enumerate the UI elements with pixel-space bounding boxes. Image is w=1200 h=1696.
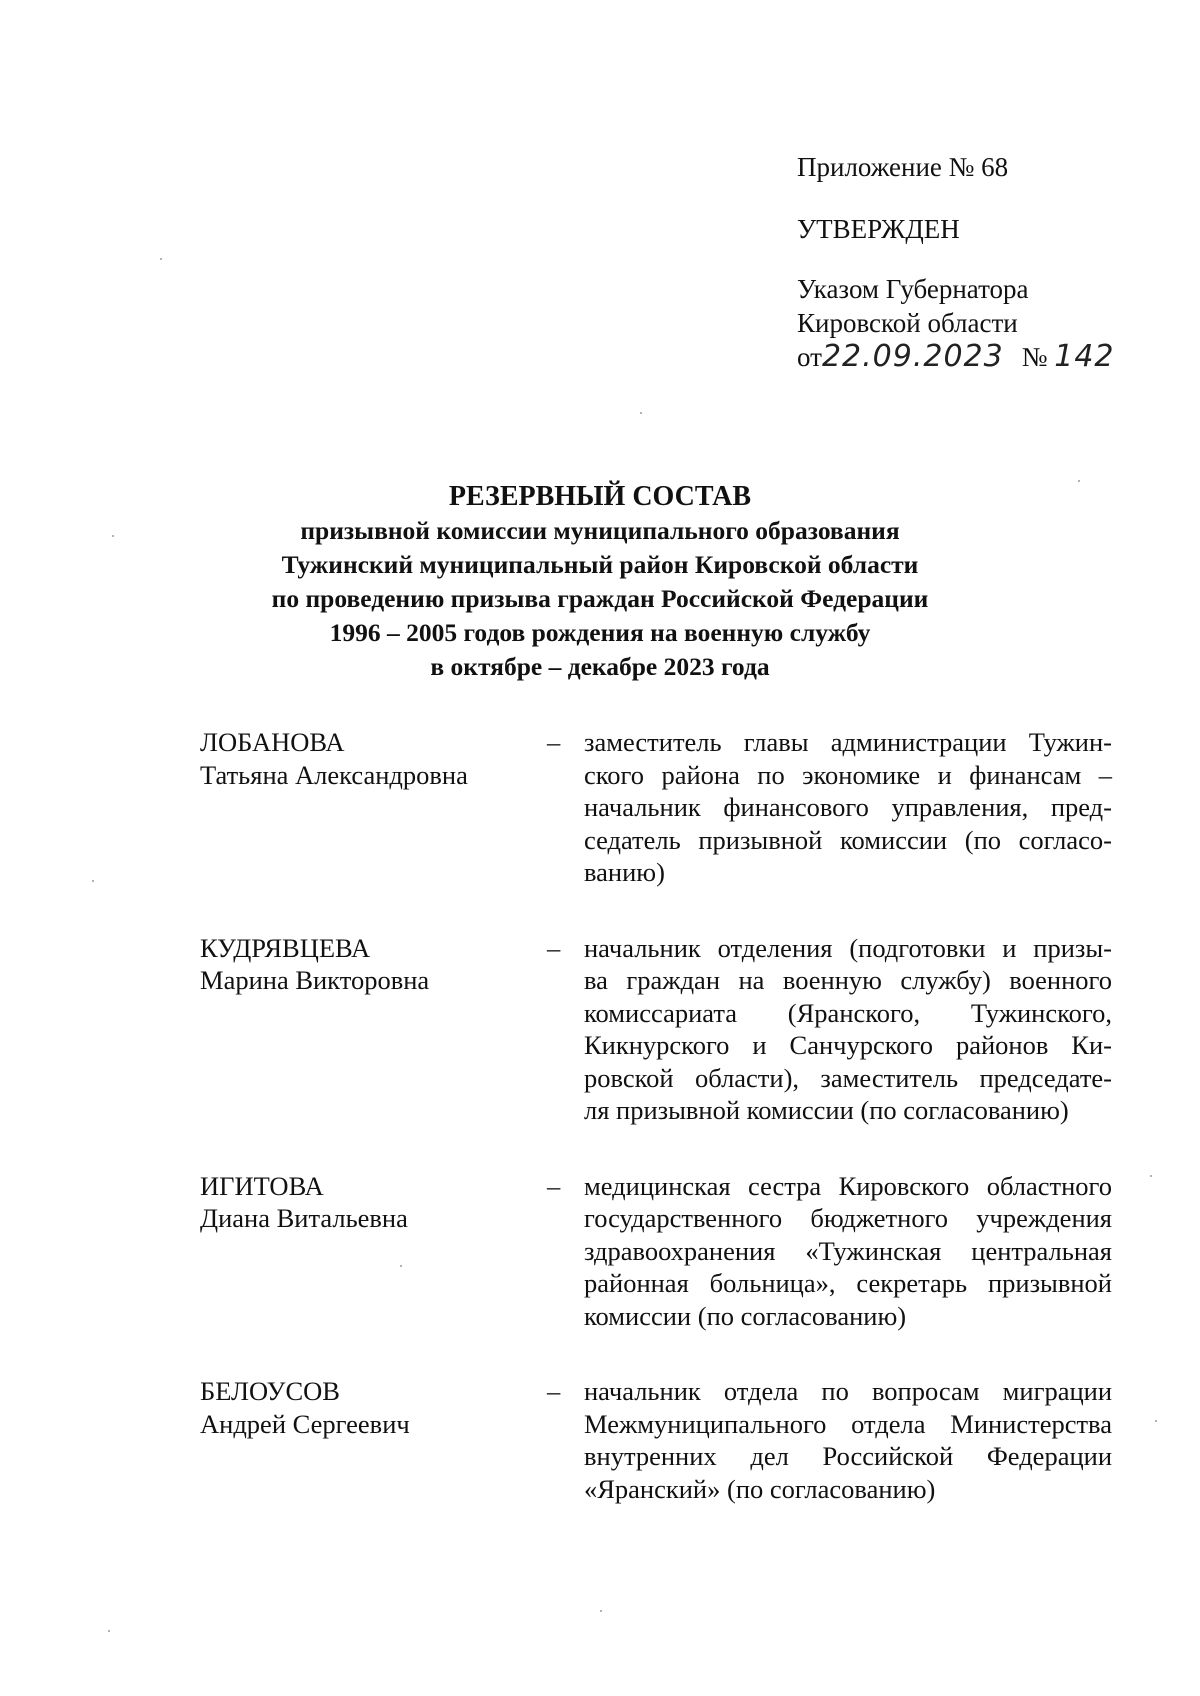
approved-stamp-text: УТВЕРЖДЕН xyxy=(797,214,960,244)
member-given-names: Диана Витальевна xyxy=(200,1203,408,1233)
role-line: начальник финансового управления, пред- xyxy=(584,792,1112,822)
scan-speck xyxy=(112,535,114,537)
scan-speck xyxy=(160,258,162,260)
member-surname: КУДРЯВЦЕВА xyxy=(200,932,371,963)
scan-speck xyxy=(400,1265,402,1267)
scan-speck xyxy=(92,880,94,882)
member-role xyxy=(584,1170,1112,1333)
member-name xyxy=(200,1375,545,1505)
date-prefix: от xyxy=(797,342,822,372)
document-title xyxy=(180,480,1020,684)
role-line: ванию) xyxy=(584,857,665,887)
role-line: начальник отдела по вопросам миграции xyxy=(584,1376,1112,1406)
member-row xyxy=(200,932,1115,1127)
scan-speck xyxy=(600,1610,602,1612)
member-row xyxy=(200,726,1115,889)
title-line: в октябре – декабре 2023 года xyxy=(430,652,770,681)
approval-block xyxy=(797,150,1127,374)
appendix-number: Приложение № 68 xyxy=(797,152,1009,182)
member-given-names: Марина Викторовна xyxy=(200,965,430,995)
role-line: ского района по экономике и финансам – xyxy=(584,759,1112,790)
member-dash: – xyxy=(547,727,561,757)
role-line: здравоохранения «Тужинская центральная xyxy=(584,1235,1112,1266)
scan-speck xyxy=(1078,480,1080,482)
decree-line-1: Указом Губернатора xyxy=(797,274,1029,304)
member-name xyxy=(200,726,545,889)
member-surname: БЕЛОУСОВ xyxy=(200,1376,340,1406)
member-role xyxy=(584,726,1112,889)
member-role xyxy=(584,932,1112,1127)
scan-speck xyxy=(640,412,642,414)
member-name xyxy=(200,1170,545,1333)
number-prefix: № xyxy=(1021,342,1048,372)
scan-speck xyxy=(1150,1175,1152,1177)
role-line: начальник отделения (подготовки и призы- xyxy=(584,932,1112,963)
member-dash: – xyxy=(547,1376,561,1406)
member-surname: ЛОБАНОВА xyxy=(200,727,345,757)
role-line: медицинская сестра Кировского областного xyxy=(584,1170,1112,1201)
role-line: седатель призывной комиссии (по согласо- xyxy=(584,824,1112,855)
role-line: комиссариата (Яранского, Тужинского, xyxy=(584,997,1112,1028)
member-given-names: Татьяна Александровна xyxy=(200,759,468,790)
decree-line-2: Кировской области xyxy=(797,308,1018,338)
role-line: Кикнурского и Санчурского районов Ки- xyxy=(584,1030,1112,1060)
member-given-names: Андрей Сергеевич xyxy=(200,1408,410,1439)
decree-date-line xyxy=(797,340,1127,374)
role-line: «Яранский» (по согласованию) xyxy=(584,1473,936,1504)
role-line: районная больница», секретарь призывной xyxy=(584,1268,1112,1298)
member-row xyxy=(200,1170,1115,1333)
members-list xyxy=(200,726,1115,1548)
scan-speck xyxy=(1155,1420,1157,1422)
member-dash: – xyxy=(547,1170,561,1201)
member-name xyxy=(200,932,545,1127)
handwritten-date: 22.09.2023 xyxy=(821,339,1004,374)
member-row xyxy=(200,1375,1115,1505)
member-dash: – xyxy=(547,932,561,963)
member-surname: ИГИТОВА xyxy=(200,1170,324,1201)
member-role xyxy=(584,1375,1112,1505)
role-line: комиссии (по согласованию) xyxy=(584,1300,907,1331)
role-line: Межмуниципального отдела Министерства xyxy=(584,1408,1112,1439)
title-main: РЕЗЕРВНЫЙ СОСТАВ xyxy=(448,481,752,512)
role-line: ровской области), заместитель председате- xyxy=(584,1062,1112,1093)
role-line: заместитель главы администрации Тужин- xyxy=(584,727,1112,757)
role-line: ля призывной комиссии (по согласованию) xyxy=(584,1095,1069,1125)
role-line: государственного бюджетного учреждения xyxy=(584,1203,1112,1233)
title-line: Тужинский муниципальный район Кировской области xyxy=(281,550,919,579)
handwritten-number: 142 xyxy=(1054,339,1115,374)
title-line: по проведению призыва граждан Российской Федерации xyxy=(271,584,929,613)
scan-speck xyxy=(108,1630,110,1632)
role-line: ва граждан на военную службу) военного xyxy=(584,965,1112,995)
title-line: 1996 – 2005 годов рождения на военную службу xyxy=(329,618,871,647)
role-line: внутренних дел Российской Федерации xyxy=(584,1441,1112,1471)
title-line: призывной комиссии муниципального образования xyxy=(300,516,900,545)
